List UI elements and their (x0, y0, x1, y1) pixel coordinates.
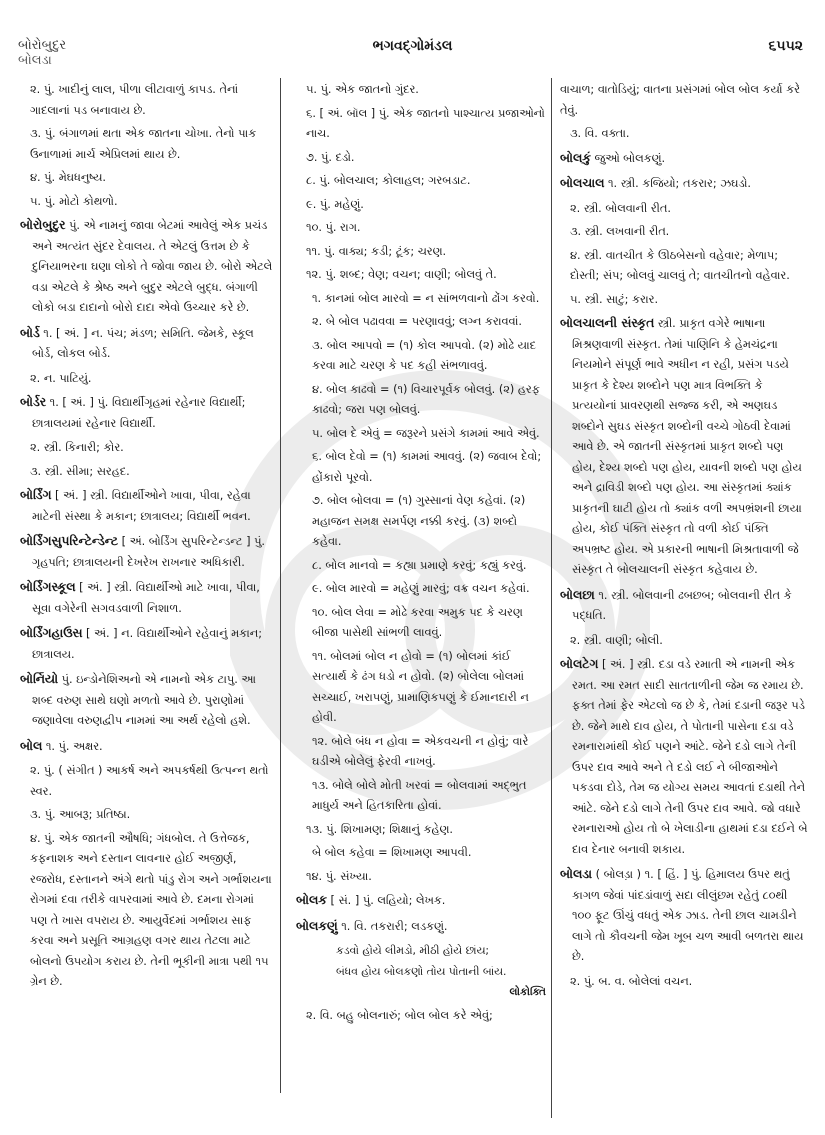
sense-definition: ૧૪. પું. સંખ્યા. (306, 869, 372, 883)
headword: બોર્ડિંગ (20, 488, 52, 502)
dictionary-entry (20, 392, 273, 434)
idiom-definition: ૧૦. બોલ લેવા = મોઢે કરવા અમુક પદ કે ચરણ બીજા પાસેથી સાંભળી લાવવું. (312, 605, 523, 639)
quote-attribution: લોકોક્તિ (509, 986, 546, 998)
sense-definition: ૪. પું. મેઘધનુષ્ય. (30, 171, 106, 184)
idiom-definition: ૨. બે બોલ પઢાવવા = પરણાવવું; લગ્ન કરાવવાં. (312, 315, 522, 328)
dictionary-entry (560, 173, 810, 195)
dictionary-entry (20, 669, 273, 732)
sense-definition: ૫. પું. એક જાતનો ગુંદર. (306, 83, 419, 96)
definition-text: [ અં. ] સ્ત્રી. દડા વડે રમાતી એ નામની એક રમત. આ રમત સાદી સાતતાળીની જેમ જ રમાય છે. ફક્ત તેમાં ફેર એટલો જ છે કે, તેમાં દડાની જરૂર પડે છે. જેને માથે દાવ હોય, તે પોતાની પાસેના દડા વડે રમનારામાંથી કોઈ પણને આંટે. જેને દડો લાગે તેની ઉપર દાવ આવે અને તે દડો લઈ ને બીજાઓને પકડવા દોડે, તેમ જ યોગ્ય સમય આવતાં દડાથી તેને આંટે. જેને દડો લાગે તેની ઉપર દાવ આવે. જો વધારે રમનારાઓ હોય તો બે ખેલાડીના હાથમાં દડા દઈને બે દાવ દેનાર બનાવી શકાય. (572, 658, 808, 856)
idiom-definition: ૮. બોલ માનવો = કહ્યા પ્રમાણે કરવું; કહ્યું કરવું. (312, 558, 527, 572)
dictionary-entry (20, 531, 273, 573)
verse-line: બંધવ હોય બોલકણો તોય પોતાની બાંય. (336, 964, 507, 978)
sense-definition: ૩. સ્ત્રી. સીમા; સરહદ. (30, 464, 130, 478)
column-3 (560, 80, 810, 995)
idiom-definition: ૬. બોલ દેવો = (૧) કામમાં આવવું. (૨) જવાબ દેવો; હોંકારો પૂરવો. (312, 450, 542, 484)
idiom-definition: ૧૨. બોલે બંધ ન હોવા = એકવચની ન હોવું; વારે ઘડીએ બોલેલું ફેરવી નાખવું. (312, 734, 529, 768)
sense-definition: ૪. સ્ત્રી. વાતચીત કે ઊઠબેસનો વહેવાર; મેળાપ; દોસ્તી; સંપ; બોલવું ચાલવું તે; વાતચીતનો વહેવાર. (570, 248, 790, 282)
column-1 (20, 80, 273, 996)
idiom-definition: ૫. બોલ દે એવું = જરૂરને પ્રસંગે કામમાં આવે એવું. (312, 426, 540, 440)
idiom-definition: ૩. બોલ આપવો = (૧) કોલ આપવો. (૨) મોઢે યાદ કરવા માટે ચરણ કે પદ કહી સંભળાવવું. (312, 338, 536, 372)
sense-definition: ૨. પું. ખાદીનું લાલ, પીળા લીટાવાળું કાપડ. તેનાં ગાદલાનાં પડ બનાવાય છે. (30, 83, 239, 117)
definition-text: ૧. [ અં. ] ન. પંચ; મંડળ; સમિતિ. જેમકે, સ્કૂલ બોર્ડ, લોકલ બોર્ડ. (32, 326, 254, 360)
dictionary-entry (560, 148, 810, 170)
sense-definition: ૨. ન. પાટિયું. (30, 371, 92, 385)
sense-definition: ૨. વિ. બહુ બોલનારું; બોલ બોલ કરે એવું; (306, 1008, 493, 1022)
definition-text: પું. ઇન્ડોનેશિઅનો એ નામનો એક ટાપુ. આ શબ્દ વરુણ સાથે ઘણો મળતો આવે છે. પુરાણોમાં જણાવેલા વરુણદ્વીપ નામમાં આ અર્થ રહેલો હશે. (32, 673, 256, 727)
definition-text: ૧. સ્ત્રી. બોલવાની ઢબછબ; બોલવાની રીત કે પદ્ધતિ. (572, 588, 792, 622)
column-divider (551, 78, 552, 1118)
page-number: ૬૫૫૨ (768, 38, 803, 54)
definition-text: જુઓ બોલકણું. (590, 151, 666, 165)
sense-definition: ૧૧. પું. વાક્ય; કડી; ટૂંક; ચરણ. (306, 244, 447, 258)
headword: બોર્નિયો (20, 672, 59, 686)
definition-text: ૧. [ અં. ] પું. વિદ્યાર્થીગૃહમાં રહેનાર વિદ્યાર્થી; છાત્રાલયમાં રહેનાર વિદ્યાર્થી. (32, 396, 246, 430)
headword: બોલકું (560, 150, 591, 165)
sense-definition: ૨. સ્ત્રી. બોલવાની રીત. (570, 201, 671, 215)
sense-definition: ૧૦. પું. રાગ. (306, 221, 361, 234)
definition-text: ૧. પું. અક્ષર. (42, 739, 103, 753)
dictionary-entry (20, 623, 273, 665)
dictionary-entry (20, 485, 273, 527)
dictionary-entry (20, 323, 273, 365)
sense-definition: ૭. પું. દડો. (306, 150, 355, 164)
idiom-definition: ૧૩. બોલે બોલે મોતી ખરવાં = બોલવામાં અદ્ભુત માધુર્ય અને હિતકારિતા હોવાં. (312, 778, 527, 812)
definition-text: ૧. સ્ત્રી. કજિયો; તકરાર; ઝઘડો. (604, 177, 752, 190)
headword: બોલકણું (296, 918, 338, 933)
sense-definition: વાચાળ; વાતોડિયું; વાતના પ્રસંગમાં બોલ બોલ કર્યા કરે તેવું. (560, 83, 800, 117)
headword: બોલછા (560, 587, 595, 602)
dictionary-entry (296, 890, 546, 912)
headword: બોલ (20, 738, 43, 753)
sense-definition: ૫. સ્ત્રી. સાટું; કરાર. (570, 292, 659, 306)
headword: બોલડા (560, 867, 593, 881)
dictionary-entry (296, 916, 546, 938)
headword: બોર્ડિંગહાઉસ (20, 626, 83, 640)
definition-text: [ અં. ] ન. વિદ્યાર્થીઓને રહેવાનું મકાન; છાત્રાલય. (32, 627, 263, 661)
sense-definition: ૫. પું. મોટો કોથળો. (30, 194, 118, 208)
guide-word-last: બોલડા (18, 53, 52, 68)
dictionary-entry (560, 864, 810, 968)
dictionary-title: ભગવદ્ગોમંડલ (372, 38, 453, 54)
definition-text: ( બોલડ઼ા ) ૧. [ હિં. ] પું. હિમાલય ઉપર થતું કાગળ જેવાં પાંદડાંવાળું સદા લીલુંછમ રહેતું ૮૦થી ૧૦૦ ફૂટ ઊંચું વધતું એક ઝાડ. તેની છાલ ચામડીને લાગે તો કૌવચની જેમ ખૂબ ચળ આવી બળતરા થાય છે. (572, 868, 804, 963)
verse-line: કડવો હોયે લીમડો, મીઠી હોયે છાંય; (336, 944, 490, 957)
definition-text: [ અં. ] સ્ત્રી. વિદ્યાર્થીઓ માટે ખાવા, પીવા, સૂવા વગેરેની સગવડવાળી નિશાળ. (32, 581, 260, 615)
dictionary-entry (20, 736, 273, 758)
sense-definition: ૨. પું. બ. વ. બોલેલાં વચન. (570, 974, 693, 988)
dictionary-entry (560, 585, 810, 627)
headword: બોર્ડર (20, 395, 47, 409)
sense-definition: ૩. વિ. વક્તા. (570, 127, 630, 140)
page-header (0, 32, 825, 72)
idiom-definition: ૭. બોલ બોલવા = (૧) ગુસ્સાનાં વેણ કહેવાં. (૨) મહાજન સમક્ષ સમર્પણ નક્કી કરવું. (૩) શબ્દો કહેવા. (312, 494, 526, 548)
headword: બોર્ડ (20, 325, 40, 340)
guide-word-first: બોરોબુદુર (18, 38, 67, 53)
sense-definition: ૩. પું. આબરૂ; પ્રતિષ્ઠા. (30, 808, 131, 821)
idiom-definition: ૪. બોલ કાઢવો = (૧) વિચારપૂર્વક બોલવું. (૨) હરફ કાઢવો; જરા પણ બોલવું. (312, 382, 540, 416)
definition-text: પું. એ નામનું જાવા બેટમાં આવેલું એક પ્રચંડ અને અત્યંત સુંદર દેવાલય. તે એટલું ઉત્તમ છે કે દુનિયાભરના ઘણા લોકો તે જોવા જાય છે. બોરો એટલે વડા એટલે કે શ્રેષ્ઠ અને બુદુર એટલે બુદ્ધ. બંગાળી લોકો બડા દાદાનો બોરો દાદા એવો ઉચ્ચાર કરે છે. (32, 219, 273, 314)
sense-definition: ૨. સ્ત્રી. કિનારી; કોર. (30, 441, 124, 454)
sense-definition: ૯. પું. મહેણું. (306, 197, 364, 211)
verse-quote (296, 941, 546, 982)
definition-text: [ અં. ] સ્ત્રી. વિદ્યાર્થીઓને ખાવા, પીવા, રહેવા માટેની સંસ્થા કે મકાન; છાત્રાલય; વિદ્યાર્થી ભવન. (32, 489, 251, 523)
dictionary-entry (560, 654, 810, 860)
sense-definition: ૬. [ અં. બૉલ ] પું. એક જાતનો પાશ્ચાત્ય પ્રજાઓનો નાચ. (306, 106, 545, 140)
headword: બોર્ડિંગસ્કૂલ (20, 580, 76, 594)
headword: બોલચાલ (560, 176, 605, 190)
definition-text: સ્ત્રી. પ્રાકૃત વગેરે ભાષાના મિશ્રણવાળી સંસ્કૃત. તેમાં પાણિનિ કે હેમચંદ્રના નિયમોને સંપૂર્ણ ભાવે અધીન ન રહી, પ્રસંગ પડયે પ્રાકૃત કે દેશ્ય શબ્દોને પણ માત્ર વિભક્તિ કે પ્રત્યયોનાં પ્રાવરણથી સજ્જ કરી, એ અણઘડ શબ્દોને સુઘડ સંસ્કૃત શબ્દોની વચ્ચે ગોઠવી દેવામાં આવે છે. એ જાતની સંસ્કૃતમાં પ્રાકૃત શબ્દો પણ હોય, દેશ્ય શબ્દો પણ હોય, યાવની શબ્દો પણ હોય અને દ્રાવિડી શબ્દો પણ હોય. આ સંસ્કૃતમાં ક્યાંક પ્રાકૃતની ઘાટી હોય તો ક્યાંક વળી અપભ્રંશની છાયા હોય, કોઈ પંક્તિ સંસ્કૃત તો વળી કોઈ પંક્તિ અપભ્રષ્ટ હોય. એ પ્રકારની ભાષાની મિશ્રતાવાળી જે સંસ્કૃત તે બોલચાલની સંસ્કૃત કહેવાય છે. (572, 317, 802, 576)
dictionary-entry (560, 313, 810, 581)
sense-definition: ૨. પું. ( સંગીત ) આકર્ષ અને અપકર્ષથી ઉત્પન્ન થતો સ્વર. (30, 764, 269, 798)
headword: બોરોબુદુર (20, 218, 66, 232)
sense-definition: ૪. પું. એક જાતની ઔષધિ; ગંધબોલ. તે ઉત્તેજક, કફનાશક અને દસ્તાન લાવનાર હોઈ અજીર્ણ, રજરોધ, દસ્તાનને અંગે થતો પાંડુ રોગ અને ગર્ભાશયના રોગમાં દવા તરીકે વાપરવામાં આવે છે. દમના રોગમાં પણ તે ખાસ વપરાય છે. આયુર્વેદમાં ગર્ભાશય સાફ કરવા અને પ્રસૂતિ આગ્રહણ વગર થાય તેટલા માટે બોલનો ઉપયોગ કરાય છે. તેની ભૂકીની માત્રા પથી ૧૫ ગ્રેન છે. (30, 831, 272, 988)
idiom-definition: ૯. બોલ મારવો = મહેણું મારવું; વક્ર વચન કહેવાં. (312, 582, 530, 595)
idiom-definition: ૧. કાનમાં બોલ મારવો = ન સાંભળવાનો ઢોંગ કરવો. (312, 291, 540, 305)
column-divider (280, 78, 281, 1093)
definition-text: [ સં. ] પું. લહિયો; લેખક. (326, 894, 446, 907)
headword: બોલટેગ (560, 657, 599, 671)
sense-definition: ૩. સ્ત્રી. લખવાની રીત. (570, 225, 670, 238)
idiom-definition: ૧૧. બોલમાં બોલ ન હોવો = (૧) બોલમાં કાંઈ સત્યાર્થ કે ઢંગ ધડો ન હોવો. (૨) બોલેલા બોલમાં સચ્ચાઈ, ખરાપણું, પ્રામાણિકપણું કે ઈમાનદારી ન હોવી. (312, 649, 529, 724)
column-2 (296, 80, 546, 1029)
definition-text: ૧. વિ. તકરારી; લડકણું. (337, 919, 448, 933)
sense-definition: ૧૩. પું. શિખામણ; શિક્ષાનું કહેણ. (306, 822, 453, 836)
headword: બોર્ડિંગસુપરિન્ટેન્ડેન્ટ (20, 534, 119, 548)
dictionary-entry (20, 215, 273, 319)
sense-definition: ૮. પું. બોલચાલ; કોલાહલ; ગરબડાટ. (306, 174, 471, 187)
dictionary-entry (20, 577, 273, 619)
headword: બોલચાલની સંસ્કૃત (560, 316, 655, 330)
sense-definition: ૧૨. પું. શબ્દ; વેણ; વચન; વાણી; બોલવું તે. (306, 268, 497, 281)
definition-text: [ અં. બોર્ડિંગ સુપરિન્ટેન્ડન્ટ ] પું. ગૃહપતિ; છાત્રાલયની દેખરેખ રાખનાર અધિકારી. (32, 535, 265, 569)
headword: બોલક (296, 893, 327, 907)
idiom-definition: બે બોલ કહેવા = શિખામણ આપવી. (312, 846, 472, 859)
sense-definition: ૩. પું. બંગાળમાં થતા એક જાતના ચોખા. તેનો પાક ઉનાળામાં માર્ચ એપ્રિલમાં થાય છે. (30, 127, 257, 161)
sense-definition: ૨. સ્ત્રી. વાણી; બોલી. (570, 633, 663, 647)
